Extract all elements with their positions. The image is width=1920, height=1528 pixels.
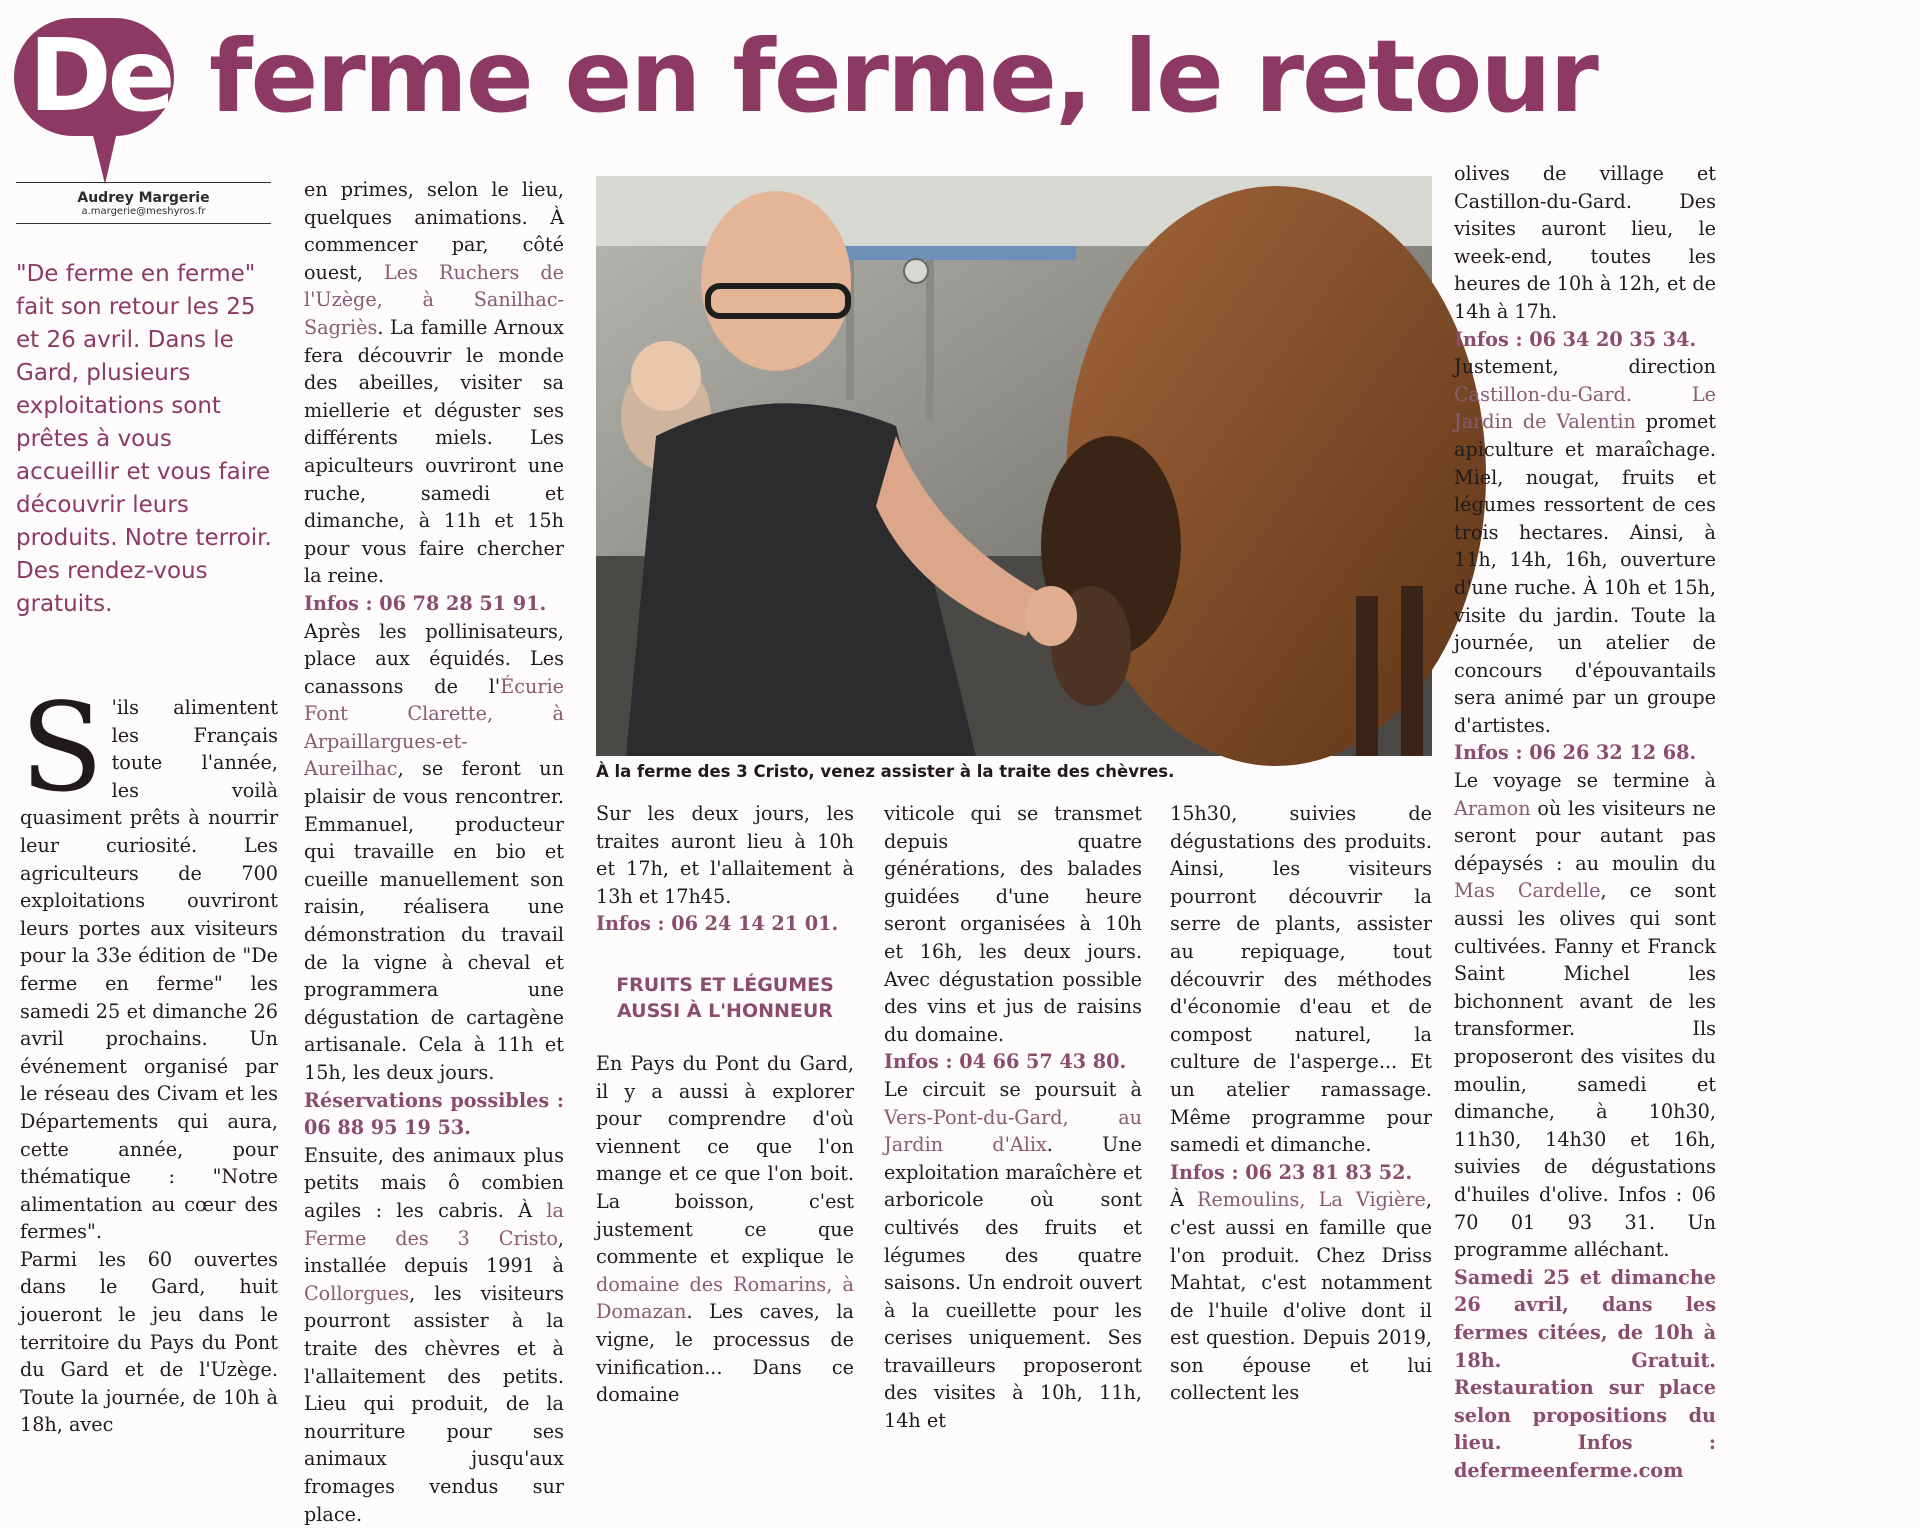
place-name: Mas Cardelle: [1454, 879, 1601, 903]
section-subhead: FRUITS ET LÉGUMES AUSSI À L'HONNEUR: [616, 974, 834, 1022]
place-name: Remoulins, La Vigière: [1197, 1188, 1426, 1212]
text-run: viticole qui se transmet depuis quatre générations, des balades guidées d'une heure seront organisées à 10h et 16h, les deux jours. Avec dégustation possible des vins et jus de raisins du domaine.: [884, 802, 1142, 1046]
text-run: , les visiteurs pourront assister à la traite des chèvres et à l'allaitement des petits. Lieu qui produit, de la nourriture pour ses animaux jusqu'aux fromages vendus sur place.: [304, 1281, 564, 1526]
place-name: Castillon-du-Gard. Le Jardin de Valentin: [1454, 382, 1716, 434]
text-run: Justement, direction: [1454, 355, 1716, 379]
byline: [16, 182, 271, 224]
text-run: , installée depuis 1991 à: [304, 1226, 564, 1278]
drop-cap: S: [20, 677, 104, 819]
text-run: . Les caves, la vigne, le processus de vinification... Dans ce domaine: [596, 1300, 854, 1407]
info-reservation: Réservations possibles : 06 88 95 19 53.: [304, 1088, 564, 1140]
text-run: Sur les deux jours, les traites auront lieu à 10h et 17h, et l'allaitement à 13h et 17h45.: [596, 802, 854, 908]
place-name: domaine des Romarins, à Domazan: [596, 1272, 854, 1324]
author-name: Audrey Margerie: [77, 190, 210, 206]
bubble-text: De: [28, 17, 172, 134]
photo-goat-milking: [596, 176, 1432, 756]
text-run: , se feront un plaisir de vous rencontrer. Emmanuel, producteur qui travaille en bio et cueille manuellement son raisin, réalisera une démonstration du travail de la vigne à cheval et programmera une dégustation de cartagène artisanale. Cela à 11h et 15h, les deux jours.: [304, 757, 564, 1084]
column-5: [1170, 800, 1432, 1405]
text-run: en primes, selon le lieu, quelques animations. À commencer par, côté ouest,: [304, 178, 564, 284]
column-3-top: [596, 800, 854, 960]
text-run: 15h30, suivies de dégustations des produits. Ainsi, les visiteurs pourront découvrir la serre de plants, assister au repiquage, tout découvrir des méthodes d'économie d'eau et de compost naturel, la culture de l'asperge... Et un atelier ramassage. Même programme pour samedi et dimanche.: [1170, 802, 1432, 1157]
info-phone: Infos : 06 24 14 21 01.: [596, 912, 839, 936]
page-title: ferme en ferme, le retour: [209, 18, 1597, 135]
photo-illustration: [596, 176, 1432, 756]
lede-paragraph: "De ferme en ferme" fait son retour les 25 et 26 avril. Dans le Gard, plusieurs exploitations sont prêtes à vous accueillir et vous faire découvrir leurs produits. Notre terroir. Des rendez-vous gratuits.: [16, 261, 272, 617]
text-run: En Pays du Pont du Gard, il y a aussi à explorer pour comprendre d'où viennent ce que l'on mange et ce que l'on boit. La boisson, c'est justement ce que commente et explique le: [596, 1052, 854, 1269]
column-6: [1454, 160, 1716, 1482]
place-name: la Ferme des 3 Cristo: [304, 1198, 564, 1250]
info-phone: Infos : 06 23 81 83 52.: [1170, 1160, 1413, 1184]
text-run: olives de village et Castillon-du-Gard. Des visites auront lieu, le week-end, toutes les heures de 10h à 12h, et de 14h à 17h.: [1454, 162, 1716, 323]
column-3-bottom: [596, 1050, 854, 1407]
text-run: , c'est aussi en famille que l'on produit. Chez Driss Mahtat, c'est notamment de l'huile d'olive dont il est question. Depuis 2019, son épouse et lui collectent les: [1170, 1188, 1432, 1405]
photo-caption: À la ferme des 3 Cristo, venez assister à la traite des chèvres.: [596, 762, 1175, 781]
text-run: promet apiculture et maraîchage. Miel, nougat, fruits et légumes ressortent de ces trois hectares. Ainsi, à 11h, 14h, 16h, ouverture d'une ruche. À 10h et 15h, visite du jardin. Toute la journée, un atelier de concours d'épouvantails sera animé par un groupe d'artistes.: [1454, 410, 1716, 737]
column-1-text: 'ils alimentent les Français toute l'année, les voilà quasiment prêts à nourrir leur curiosité. Les agriculteurs de 700 exploitations ouvriront leurs portes aux visiteurs pour la 33e édition de "De ferme en ferme" les samedi 25 et dimanche 26 avril prochains. Un événement organisé par le réseau des Civam et les Départements qui aura, cette année, pour thématique : "Notre alimentation au cœur des fermes".: [20, 696, 278, 1244]
text-run: Le circuit se poursuit à: [884, 1077, 1142, 1101]
text-run: Le voyage se termine à: [1454, 769, 1716, 793]
text-run: Après les pollinisateurs, place aux équidés. Les canassons de l': [304, 619, 564, 698]
place-name: Aramon: [1454, 796, 1531, 820]
info-phone: Infos : 06 26 32 12 68.: [1454, 741, 1697, 765]
place-name: Collorgues: [304, 1281, 410, 1305]
text-run: , ce sont aussi les olives qui sont cultivées. Fanny et Franck Saint Michel les bichonnent avant de les transformer. Ils proposeront des visites du moulin, samedi et dimanche, à 10h30, 11h30, 14h30 et 16h, suivies de dégustations d'huiles d'olive. Infos : 06 70 01 93 31. Un programme alléchant.: [1454, 879, 1716, 1262]
info-phone: Infos : 04 66 57 43 80.: [884, 1050, 1127, 1074]
event-summary: Samedi 25 et dimanche 26 avril, dans les fermes citées, de 10h à 18h. Gratuit. Restauration sur place selon propositions du lieu. Infos : defermeenferme.com: [1454, 1265, 1716, 1482]
place-name: Vers-Pont-du-Gard, au Jardin d'Alix: [884, 1105, 1142, 1157]
text-run: . La famille Arnoux fera découvrir le monde des abeilles, visiter sa miellerie et déguster ses différents miels. Les apiculteurs ouvriront une ruche, samedi et dimanche, à 11h et 15h pour vous faire chercher la reine.: [304, 315, 564, 588]
text-run: À: [1170, 1188, 1197, 1212]
column-1: [20, 677, 278, 1437]
place-name: Écurie Font Clarette, à Arpaillargues-et-Aureilhac: [304, 674, 564, 781]
text-run: où les visiteurs ne seront pour autant pas dépaysés : au moulin du: [1454, 796, 1716, 875]
info-phone: Infos : 06 78 28 51 91.: [304, 591, 547, 615]
place-name: Les Ruchers de l'Uzège, à Sanilhac-Sagriès: [304, 260, 564, 339]
column-4: [884, 800, 1142, 1433]
headline-block: [14, 18, 1614, 168]
column-1-text-2: Parmi les 60 ouvertes dans le Gard, huit joueront le jeu dans le territoire du Pays du Pont du Gard et de l'Uzège. Toute la journée, de 10h à 18h, avec: [20, 1247, 278, 1437]
author-email: a.margerie@meshyros.fr: [81, 206, 206, 217]
column-2: [304, 176, 564, 1526]
text-run: . Une exploitation maraîchère et arboricole où sont cultivés des fruits et légumes des quatre saisons. Un endroit ouvert à la cueillette pour les cerises uniquement. Ses travailleurs proposeront des visites à 10h, 11h, 14h et: [884, 1133, 1142, 1433]
text-run: Ensuite, des animaux plus petits mais ô combien agiles : les cabris. À: [304, 1143, 564, 1222]
info-phone: Infos : 06 34 20 35 34.: [1454, 327, 1697, 351]
